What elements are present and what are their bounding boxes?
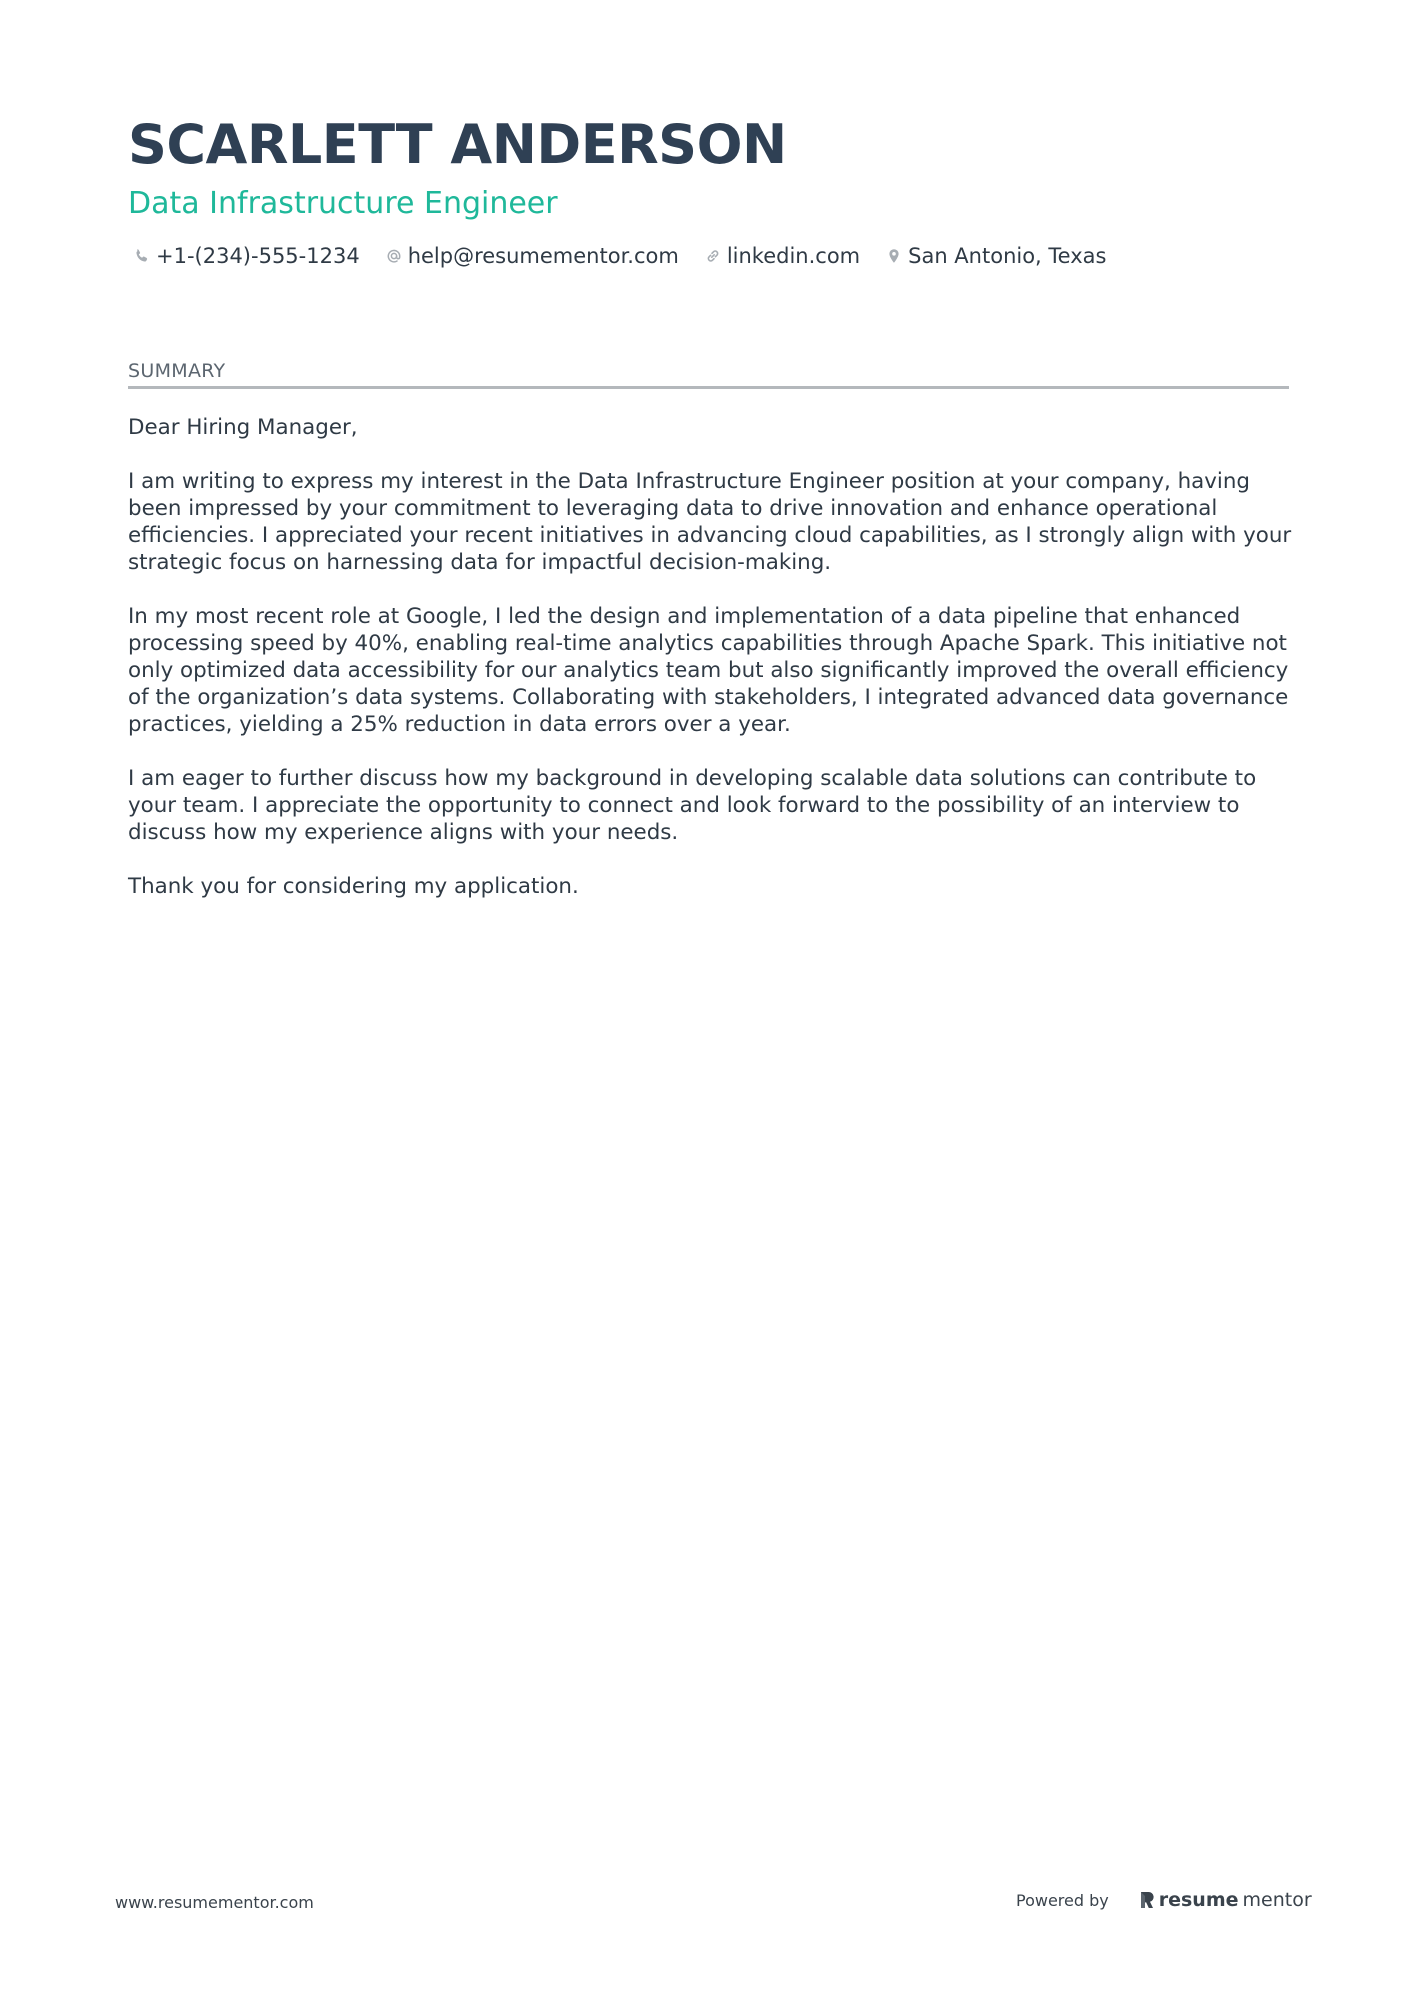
phone-icon (134, 248, 150, 264)
footer-website-link[interactable]: www.resumementor.com (115, 1893, 314, 1912)
job-title: Data Infrastructure Engineer (128, 186, 558, 221)
letter-paragraph-3: I am eager to further discuss how my background in developing scalable data solutions can contribute to your team. I appreciate the opportunity to connect and look forward to the possibility of an interview to discuss how my experience aligns with your needs. (128, 766, 1257, 845)
brand-text-mentor: mentor (1242, 1889, 1312, 1911)
phone-text: +1-(234)-555-1234 (156, 244, 360, 268)
summary-heading: SUMMARY (128, 360, 1289, 389)
linkedin-text: linkedin.com (726, 244, 861, 268)
contact-phone[interactable] (134, 244, 360, 268)
contact-linkedin[interactable] (705, 244, 860, 268)
letter-paragraph-2: In my most recent role at Google, I led the design and implementation of a data pipeline that enhanced processing speed by 40%, enabling real-time analytics capabilities through Apache Spark. This initiative not only optimized data accessibility for our analytics team but also significantly improved the overall efficiency of the organization’s data systems. Collaborating with stakeholders, I integrated advanced data governance practices, yielding a 25% reduction in data errors over a year. (128, 604, 1289, 737)
contact-email[interactable] (386, 244, 679, 268)
location-pin-icon (886, 248, 902, 264)
footer-branding (1016, 1889, 1312, 1911)
powered-by-label: Powered by (1016, 1890, 1109, 1910)
email-text: help@resumementor.com (407, 244, 679, 268)
resumementor-logo[interactable] (1139, 1889, 1312, 1911)
location-text: San Antonio, Texas (908, 244, 1107, 268)
letter-paragraph-1: I am writing to express my interest in the Data Infrastructure Engineer position at your company, having been impressed by your commitment to leveraging data to drive innovation and enhance operational efficiencies. I appreciated your recent initiatives in advancing cloud capabilities, as I strongly align with your strategic focus on harnessing data for impactful decision-making. (128, 469, 1292, 575)
link-icon (705, 248, 721, 264)
resumementor-logo-icon (1139, 1890, 1155, 1910)
at-icon (386, 248, 402, 264)
letter-body (128, 414, 1308, 927)
contact-row (134, 244, 1106, 268)
letter-greeting: Dear Hiring Manager, (128, 415, 358, 440)
contact-location (886, 244, 1106, 268)
letter-closing: Thank you for considering my application. (128, 874, 579, 899)
applicant-name: SCARLETT ANDERSON (128, 113, 787, 176)
brand-text-resume: resume (1158, 1889, 1239, 1911)
